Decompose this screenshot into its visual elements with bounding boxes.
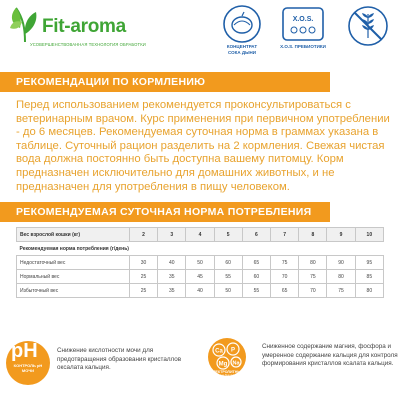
ph-icon-label: pH <box>11 340 38 362</box>
table-header-cell: 7 <box>271 228 299 242</box>
table-cell: 80 <box>299 256 327 270</box>
table-subheader-row <box>17 242 384 256</box>
table-cell: 65 <box>271 284 299 298</box>
brand-name: Fit-aroma <box>42 16 126 37</box>
feeding-table <box>16 227 384 298</box>
table-header-cell: 4 <box>186 228 214 242</box>
table-cell: 40 <box>186 284 214 298</box>
feature-badges <box>222 4 394 64</box>
feeding-recommendations-header <box>0 72 330 92</box>
table-header-label: Вес взрослой кошки (кг) <box>17 228 130 242</box>
table-header-cell: 5 <box>214 228 242 242</box>
table-cell: 55 <box>214 270 242 284</box>
table-header-cell: 9 <box>327 228 355 242</box>
table-cell: 95 <box>355 256 383 270</box>
section2-title: РЕКОМЕНДУЕМАЯ СУТОЧНАЯ НОРМА ПОТРЕБЛЕНИЯ <box>16 206 312 218</box>
brand-tagline: УСОВЕРШЕНСТВОВАННАЯ ТЕХНОЛОГИЯ ОБРАБОТКИ <box>30 42 146 47</box>
table-cell: 35 <box>158 270 186 284</box>
table-cell: 50 <box>214 284 242 298</box>
melon-icon <box>222 4 262 44</box>
badge-xos <box>280 4 326 62</box>
table-cell: 65 <box>242 256 270 270</box>
section1-title: РЕКОМЕНДАЦИИ ПО КОРМЛЕНИЮ <box>16 76 206 88</box>
table-header-cell: 2 <box>129 228 157 242</box>
table-cell: 75 <box>327 284 355 298</box>
badge-xos-label: X.O.S. ПРЕБИОТИКИ <box>280 44 326 49</box>
table-row <box>17 256 384 270</box>
table-cell: 45 <box>186 270 214 284</box>
page-header <box>0 0 400 68</box>
table-cell: 60 <box>242 270 270 284</box>
table-cell: 60 <box>214 256 242 270</box>
prebiotic-icon <box>280 4 326 44</box>
electrolyte-info-text: Сниженное содержание магния, фосфора и умеренное содержание кальция для контроля формирования кристаллов ксалата кальция. <box>262 343 398 368</box>
table-cell: 85 <box>355 270 383 284</box>
table-cell: 70 <box>299 284 327 298</box>
table-cell: 80 <box>355 284 383 298</box>
svg-text:Mg: Mg <box>218 361 228 368</box>
svg-text:Na: Na <box>232 360 240 367</box>
badge-melon <box>222 4 262 62</box>
table-cell: 75 <box>299 270 327 284</box>
table-cell: 80 <box>327 270 355 284</box>
svg-text:P: P <box>230 347 236 354</box>
table-row-label: Недостаточный вес <box>17 256 130 270</box>
electrolyte-label: ЭЛЕКТРОЛИТНЫЙ БАЛАНС <box>210 370 244 379</box>
table-header-cell: 8 <box>299 228 327 242</box>
table-cell: 50 <box>186 256 214 270</box>
table-cell: 75 <box>271 256 299 270</box>
table-cell: 40 <box>158 256 186 270</box>
table-cell: 55 <box>242 284 270 298</box>
svg-text:Ca: Ca <box>215 348 223 355</box>
electrolyte-balance-icon <box>202 337 252 389</box>
table-cell: 25 <box>129 270 157 284</box>
feeding-recommendations-text: Перед использованием рекомендуется проконсультироваться с ветеринарным врачом. Курс применения при первичном употреблении - до 6 месяцев. Рекомендуемая суточная норма в граммах указана в таблице. Суточный рацион разделить на 2 кормления. Свежая чистая вода должна постоянно быть доступна вашему питомцу. Корм предназначен исключительно для домашних животных, и не предназначен для употребления в пищу человеком. <box>16 99 390 193</box>
badge-melon-label: КОНЦЕНТРАТ СОКА ДЫНИ <box>226 44 258 55</box>
table-row <box>17 270 384 284</box>
ph-icon-sublabel: КОНТРОЛЬ pH МОЧИ <box>13 363 43 373</box>
table-subheader: Рекомендуемая норма потребления (г/день) <box>17 242 384 256</box>
table-cell: 90 <box>327 256 355 270</box>
grain-free-icon <box>346 4 390 60</box>
table-cell: 30 <box>129 256 157 270</box>
brand-logo <box>6 6 156 50</box>
table-header-cell: 3 <box>158 228 186 242</box>
table-row-label: Избыточный вес <box>17 284 130 298</box>
table-row-label: Нормальный вес <box>17 270 130 284</box>
leaf-icon <box>8 4 42 44</box>
table-row <box>17 284 384 298</box>
ph-info-text: Снижение кислотности мочи для предотвращения образования кристаллов оксалата кальция. <box>57 347 182 372</box>
table-cell: 35 <box>158 284 186 298</box>
table-cell: 25 <box>129 284 157 298</box>
table-header-row <box>17 228 384 242</box>
table-header-cell: 6 <box>242 228 270 242</box>
table-cell: 70 <box>271 270 299 284</box>
svg-text:X.O.S.: X.O.S. <box>292 16 314 23</box>
badge-grain-free <box>346 4 390 62</box>
daily-norm-header <box>0 202 330 222</box>
table-header-cell: 10 <box>355 228 383 242</box>
